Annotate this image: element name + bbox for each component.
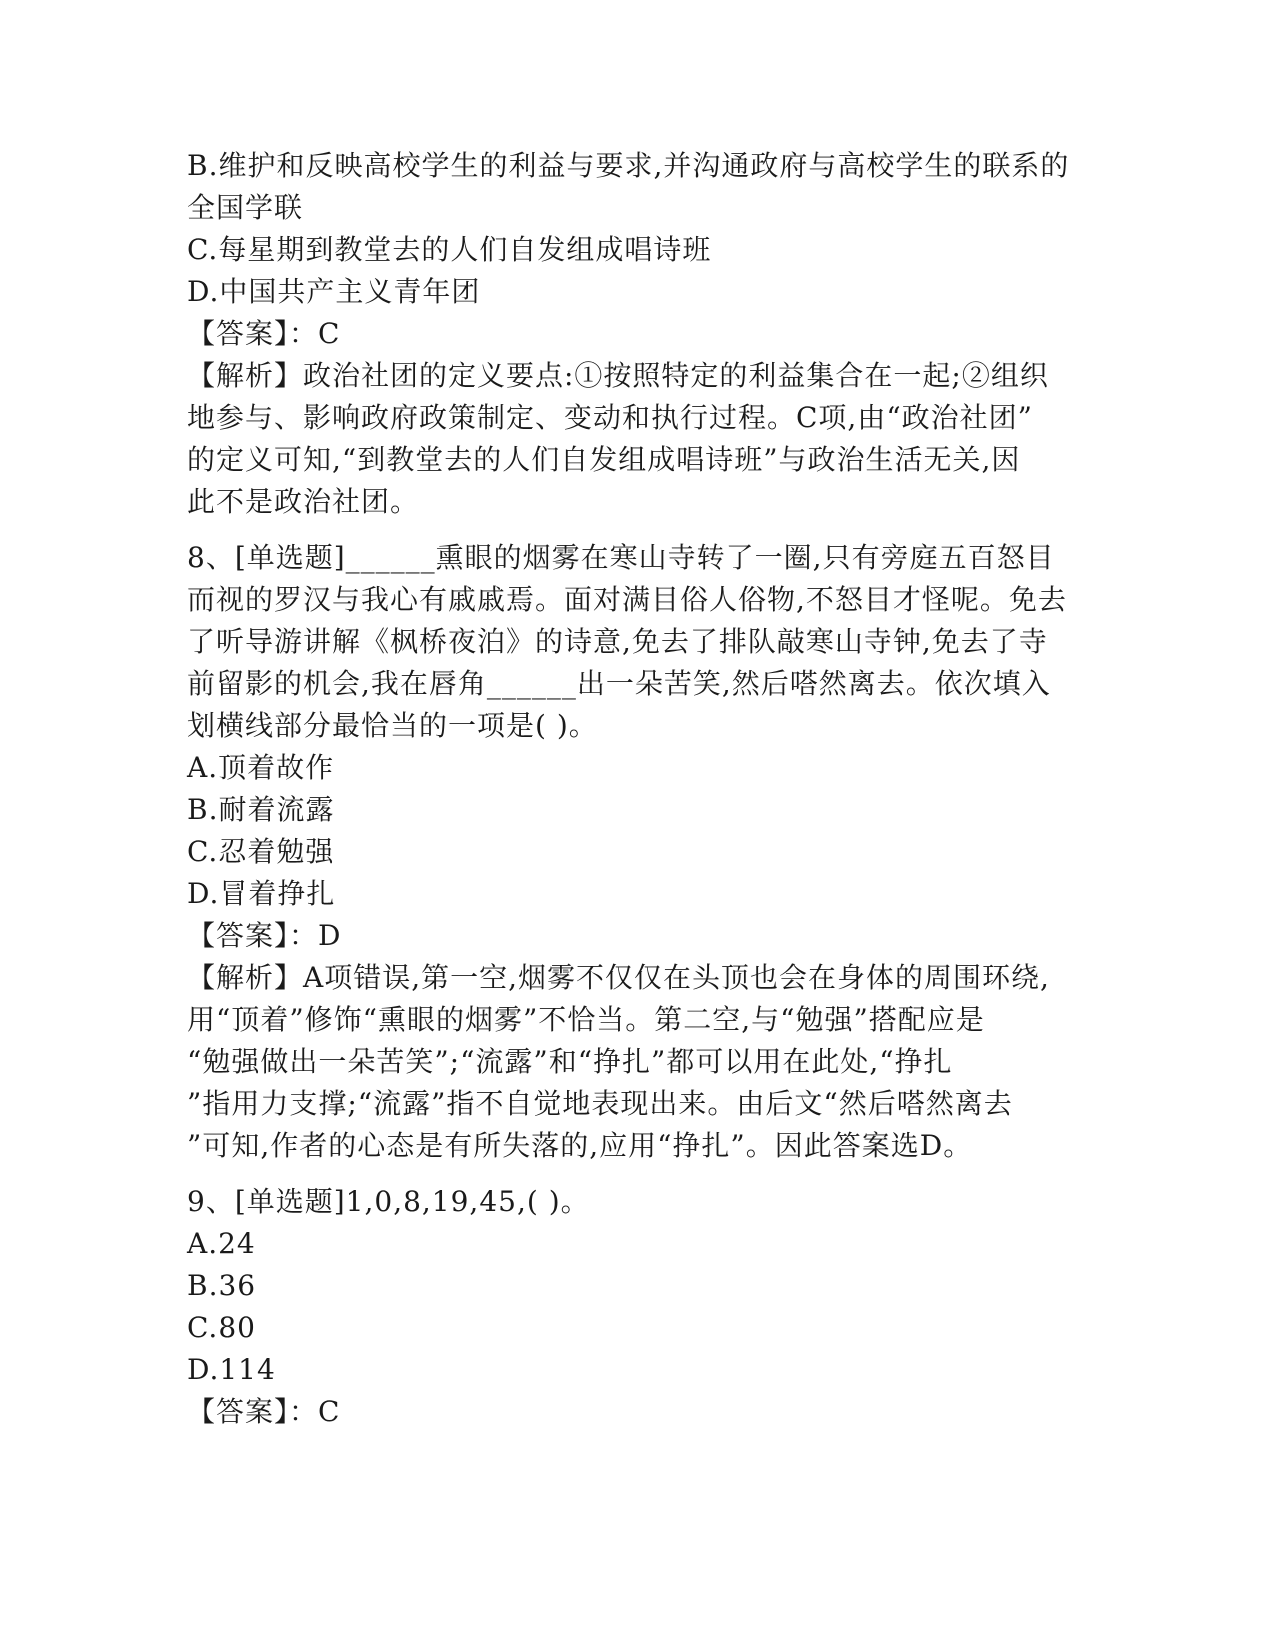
question-stem: 9、[单选题]1,0,8,19,45,( )。 [187, 1185, 590, 1218]
option-c: C.80 [187, 1311, 256, 1344]
analysis-line: ”可知,作者的心态是有所失落的,应用“挣扎”。因此答案选D。 [187, 1129, 973, 1162]
analysis-line: 的定义可知,“到教堂去的人们自发组成唱诗班”与政治生活无关,因 [187, 443, 1021, 476]
spacer [187, 523, 1087, 537]
answer: 【答案】：C [187, 317, 341, 350]
option-d: D.冒着挣扎 [187, 877, 336, 910]
question-stem-line: 8、[单选题]______熏眼的烟雾在寒山寺转了一圈,只有旁庭五百怒目 [187, 541, 1055, 574]
option-d: D.114 [187, 1353, 276, 1386]
document-page [187, 145, 1087, 1433]
analysis-line: 【解析】A项错误,第一空,烟雾不仅仅在头顶也会在身体的周围环绕, [187, 961, 1050, 994]
option-b: B.36 [187, 1269, 257, 1302]
analysis-line: 地参与、影响政府政策制定、变动和执行过程。C项,由“政治社团” [187, 401, 1033, 434]
question-stem-line: 而视的罗汉与我心有戚戚焉。面对满目俗人俗物,不怒目才怪呢。免去 [187, 583, 1067, 616]
option-a: A.24 [187, 1227, 256, 1260]
option-b: B.耐着流露 [187, 793, 335, 826]
analysis-line: ”指用力支撑;“流露”指不自觉地表现出来。由后文“然后嗒然离去 [187, 1087, 1013, 1120]
answer: 【答案】：D [187, 919, 342, 952]
analysis-line: “勉强做出一朵苦笑”;“流露”和“挣扎”都可以用在此处,“挣扎 [187, 1045, 953, 1078]
question-stem-line: 划横线部分最恰当的一项是( )。 [187, 709, 598, 742]
question-9 [187, 1181, 1087, 1433]
analysis-line: 用“顶着”修饰“熏眼的烟雾”不恰当。第二空,与“勉强”搭配应是 [187, 1003, 985, 1036]
option-c: C.每星期到教堂去的人们自发组成唱诗班 [187, 233, 712, 266]
option-b: B.维护和反映高校学生的利益与要求,并沟通政府与高校学生的联系的 [187, 149, 1070, 182]
option-b-continued: 全国学联 [187, 191, 304, 224]
analysis-line: 此不是政治社团。 [187, 485, 420, 518]
spacer [187, 1167, 1087, 1181]
option-c: C.忍着勉强 [187, 835, 335, 868]
question-7-tail [187, 145, 1087, 523]
option-d: D.中国共产主义青年团 [187, 275, 481, 308]
question-8 [187, 537, 1087, 1167]
answer: 【答案】：C [187, 1395, 341, 1428]
option-a: A.顶着故作 [187, 751, 335, 784]
question-stem-line: 前留影的机会,我在唇角______出一朵苦笑,然后嗒然离去。依次填入 [187, 667, 1051, 700]
question-stem-line: 了听导游讲解《枫桥夜泊》的诗意,免去了排队敲寒山寺钟,免去了寺 [187, 625, 1048, 658]
analysis-line: 【解析】政治社团的定义要点:①按照特定的利益集合在一起;②组织 [187, 359, 1049, 392]
